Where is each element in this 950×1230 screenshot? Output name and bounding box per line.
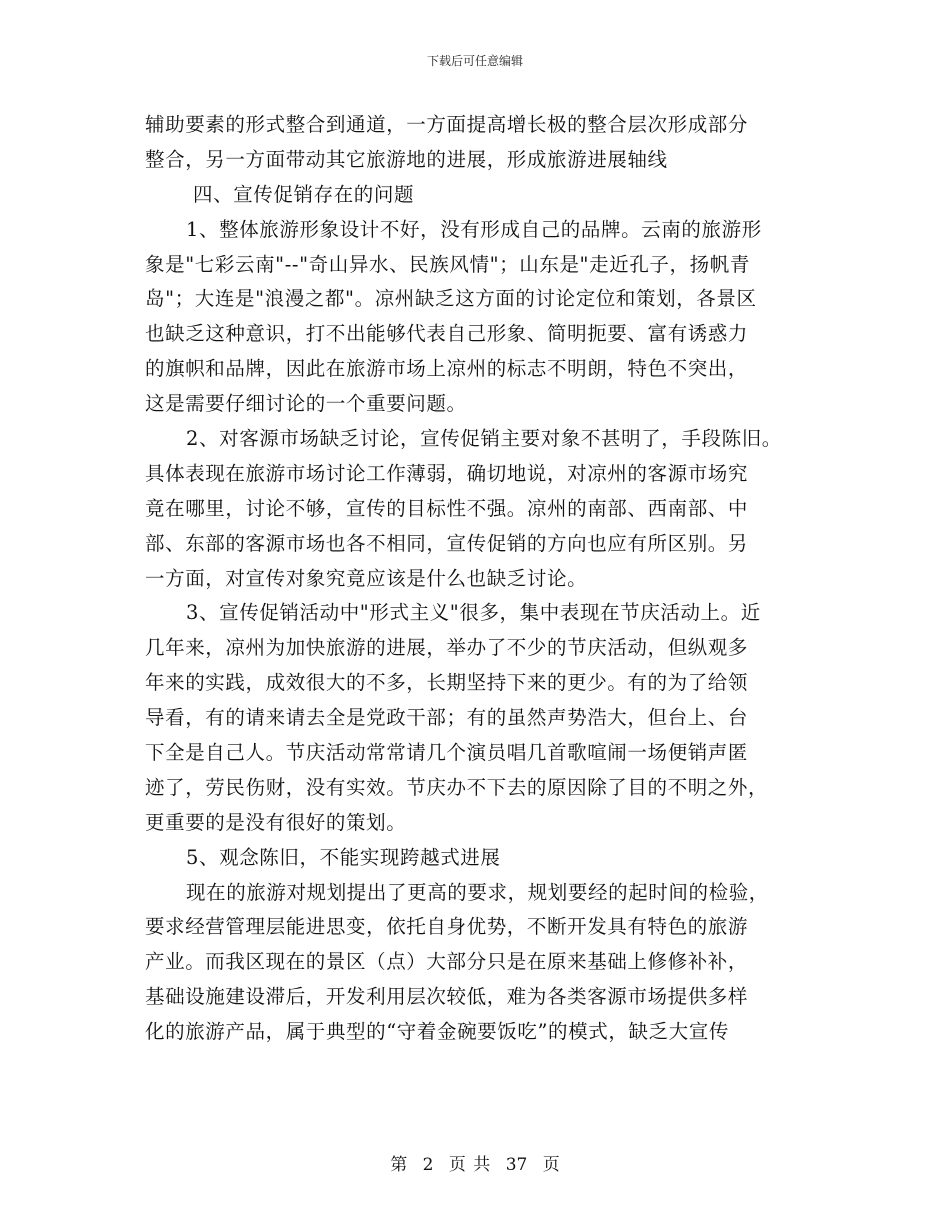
text-line: 产业。而我区现在的景区（点）大部分只是在原来基础上修修补补， <box>145 950 749 974</box>
text-line: 3、宣传促销活动中"形式主义"很多，集中表现在节庆活动上。近 <box>186 601 761 625</box>
text-line: 要求经营管理层能进思变，依托自身优势，不断开发具有特色的旅游 <box>145 915 749 939</box>
text-line: 5、观念陈旧，不能实现跨越式进展 <box>186 845 501 869</box>
text-line: 现在的旅游对规划提出了更高的要求，规划要经的起时间的检验， <box>186 880 769 904</box>
text-line: 岛"；大连是"浪漫之都"。凉州缺乏这方面的讨论定位和策划，各景区 <box>145 287 757 311</box>
text-line: 的旗帜和品牌，因此在旅游市场上凉州的标志不明朗，特色不突出， <box>145 357 749 381</box>
text-line: 辅助要素的形式整合到通道，一方面提高增长极的整合层次形成部分 <box>145 113 749 136</box>
text-line: 一方面，对宣传对象究竟应该是什么也缺乏讨论。 <box>145 566 588 590</box>
text-line: 下全是自己人。节庆活动常常请几个演员唱几首歌喧闹一场便销声匿 <box>145 741 749 765</box>
text-line: 化的旅游产品，属于典型的“守着金碗要饭吃”的模式，缺乏大宣传 <box>145 1020 729 1044</box>
page-footer <box>0 1150 950 1175</box>
text-line: 竟在哪里，讨论不够，宣传的目标性不强。凉州的南部、西南部、中 <box>145 496 749 520</box>
text-line: 1、整体旅游形象设计不好，没有形成自己的品牌。云南的旅游形 <box>186 217 762 241</box>
text-line: 更重要的是没有很好的策划。 <box>145 810 407 834</box>
footer-prefix: 第 <box>390 1155 408 1175</box>
text-line: 几年来，凉州为加快旅游的进展，举办了不少的节庆活动，但纵观多 <box>145 636 749 660</box>
footer-suffix: 页 <box>542 1155 560 1175</box>
text-line: 基础设施建设滞后，开发利用层次较低，难为各类客源市场提供多样 <box>145 985 749 1009</box>
text-line: 导看，有的请来请去全是党政干部；有的虽然声势浩大，但台上、台 <box>145 706 749 730</box>
footer-total-pages: 37 <box>505 1155 528 1175</box>
text-line: 整合，另一方面带动其它旅游地的进展，形成旅游进展轴线 <box>145 147 668 171</box>
footer-middle: 页 共 <box>448 1155 491 1175</box>
document-body <box>145 108 825 1050</box>
text-line: 年来的实践，成效很大的不多，长期坚持下来的更少。有的为了给领 <box>145 671 749 695</box>
text-line: 也缺乏这种意识，打不出能够代表自己形象、简明扼要、富有诱惑力 <box>145 322 749 346</box>
text-line: 部、东部的客源市场也各不相同，宣传促销的方向也应有所区别。另 <box>145 531 749 555</box>
footer-page-number: 2 <box>422 1155 434 1175</box>
text-line: 象是"七彩云南"--"奇山异水、民族风情"；山东是"走近孔子，扬帆青 <box>145 252 750 276</box>
section-heading: 四、宣传促销存在的问题 <box>193 182 415 206</box>
text-line: 这是需要仔细讨论的一个重要问题。 <box>145 392 467 416</box>
page-header: 下载后可任意编辑 <box>426 54 523 68</box>
text-line: 迹了，劳民伤财，没有实效。节庆办不下去的原因除了目的不明之外， <box>145 775 769 799</box>
text-line: 2、对客源市场缺乏讨论，宣传促销主要对象不甚明了，手段陈旧。 <box>186 427 782 451</box>
text-line: 具体表现在旅游市场讨论工作薄弱，确切地说，对凉州的客源市场究 <box>145 461 749 485</box>
